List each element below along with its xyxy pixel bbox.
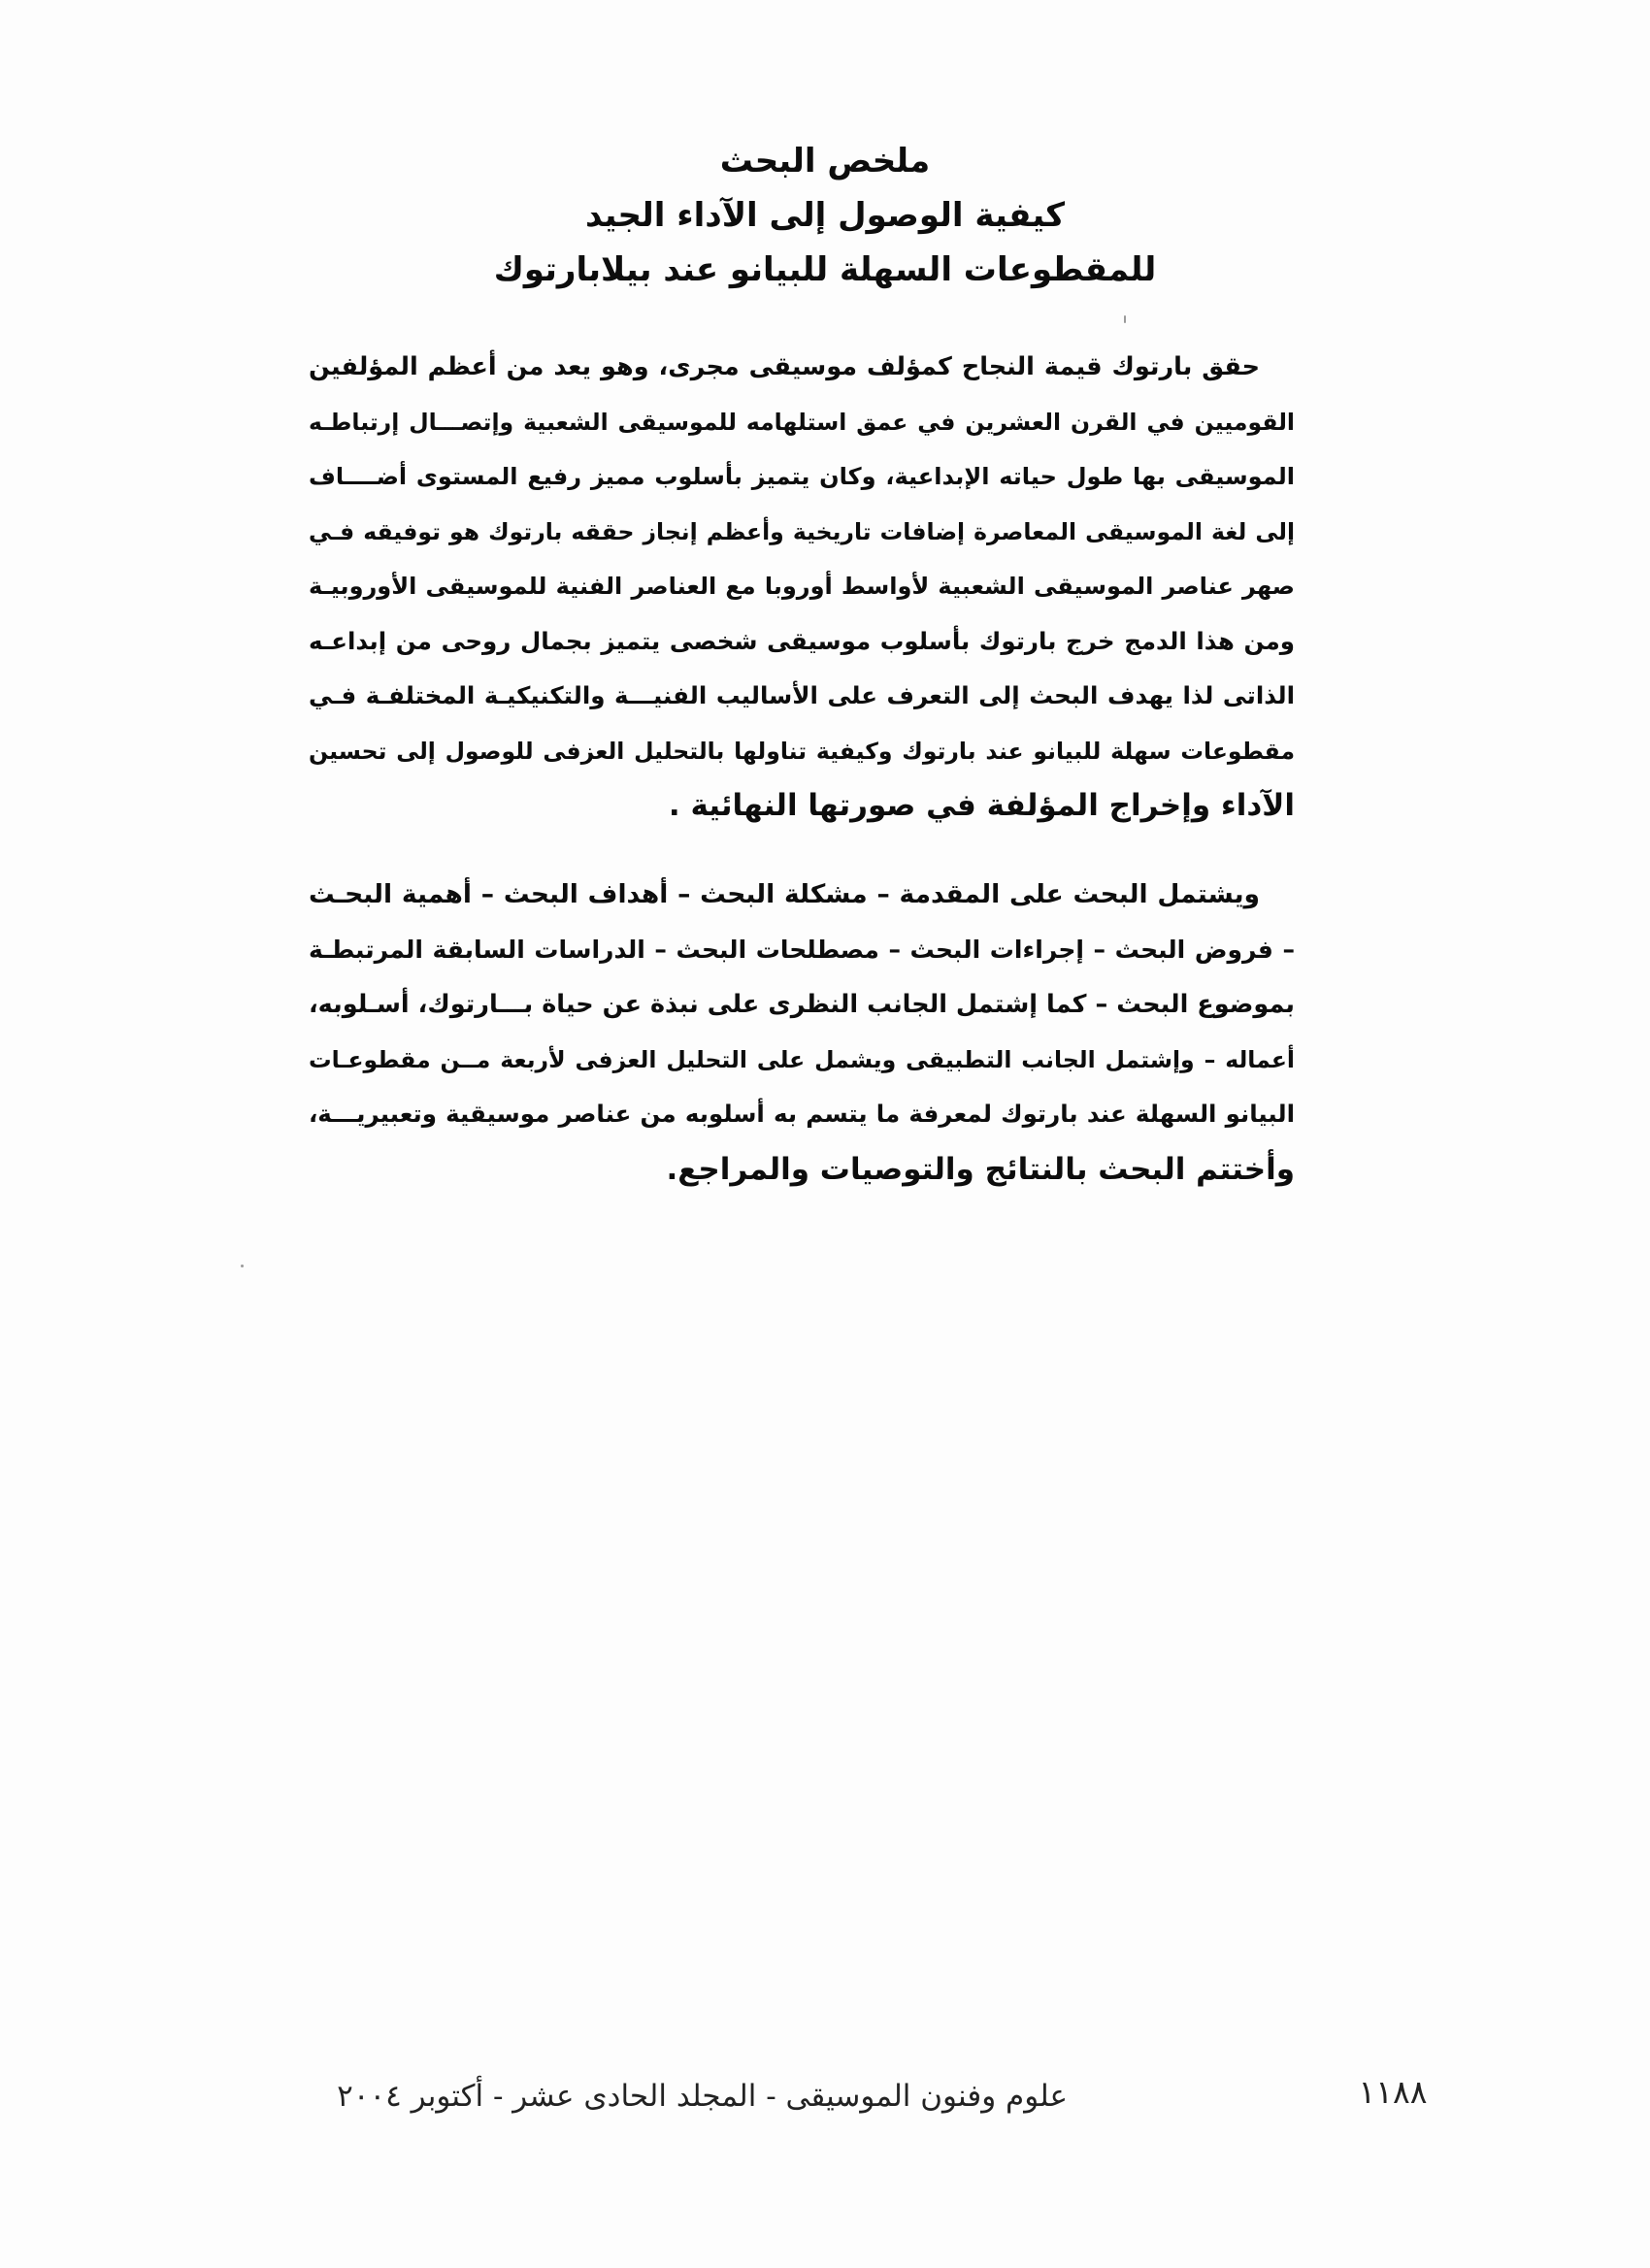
paragraph-line: حقق بارتوك قيمة النجاح كمؤلف موسيقى مجرى، وهو يعد من أعظم المؤلفين (309, 352, 1260, 381)
paragraph-line: الآداء وإخراج المؤلفة في صورتها النهائية . (668, 788, 1295, 823)
paragraph-line: صهر عناصر الموسيقى الشعبية لأواسط أوروبا مع العناصر الفنية للموسيقى الأوروبيـة (309, 573, 1295, 600)
scan-speck (241, 1265, 244, 1267)
paragraph-line: أعماله – وإشتمل الجانب التطبيقى ويشمل على التحليل العزفى لأربعة مــن مقطوعـات (309, 1045, 1295, 1073)
paragraph-line: الذاتى لذا يهدف البحث إلى التعرف على الأساليب الفنيـــة والتكنيكيـة المختلفـة فـي (309, 681, 1295, 709)
paragraph-line: بموضوع البحث – كما إشتمل الجانب النظرى على نبذة عن حياة بـــارتوك، أسـلوبه، (309, 990, 1295, 1019)
abstract-paragraph-2 (309, 868, 1295, 1197)
paragraph-line: الموسيقى بها طول حياته الإبداعية، وكان يتميز بأسلوب مميز رفيع المستوى أضــــاف (309, 463, 1295, 490)
page-number: ١١٨٨ (1358, 2073, 1428, 2111)
paragraph-line: وأختتم البحث بالنتائج والتوصيات والمراجع. (666, 1151, 1295, 1187)
paragraph-line: البيانو السهلة عند بارتوك لمعرفة ما يتسم به أسلوبه من عناصر موسيقية وتعبيريـــة، (309, 1100, 1295, 1128)
abstract-paragraph-1 (309, 340, 1295, 834)
paragraph-line: ومن هذا الدمج خرج بارتوك بأسلوب موسيقى شخصى يتميز بجمال روحى من إبداعـه (309, 626, 1295, 655)
scan-speck (1124, 315, 1126, 323)
abstract-heading: ملخص البحث (719, 142, 931, 181)
paper-title-line-1: كيفية الوصول إلى الآداء الجيد (584, 196, 1066, 235)
paragraph-line: إلى لغة الموسيقى المعاصرة إضافات تاريخية وأعظم إنجاز حققه بارتوك هو توفيقه فـي (309, 517, 1295, 545)
journal-footer: علوم وفنون الموسيقى - المجلد الحادى عشر - أكتوبر ٢٠٠٤ (337, 2079, 1068, 2114)
paragraph-line: ويشتمل البحث على المقدمة – مشكلة البحث – أهداف البحث – أهمية البحـث (309, 879, 1260, 909)
abstract-title-block (291, 134, 1359, 297)
paragraph-line: القوميين في القرن العشرين في عمق استلهامه للموسيقى الشعبية وإتصـــال إرتباطـه (309, 408, 1295, 436)
paragraph-line: – فروض البحث – إجراءات البحث – مصطلحات البحث – الدراسات السابقة المرتبطـة (309, 935, 1295, 964)
paper-title-line-2: للمقطوعات السهلة للبيانو عند بيلابارتوك (493, 250, 1157, 289)
paragraph-line: مقطوعات سهلة للبيانو عند بارتوك وكيفية تناولها بالتحليل العزفى للوصول إلى تحسين (309, 737, 1295, 765)
